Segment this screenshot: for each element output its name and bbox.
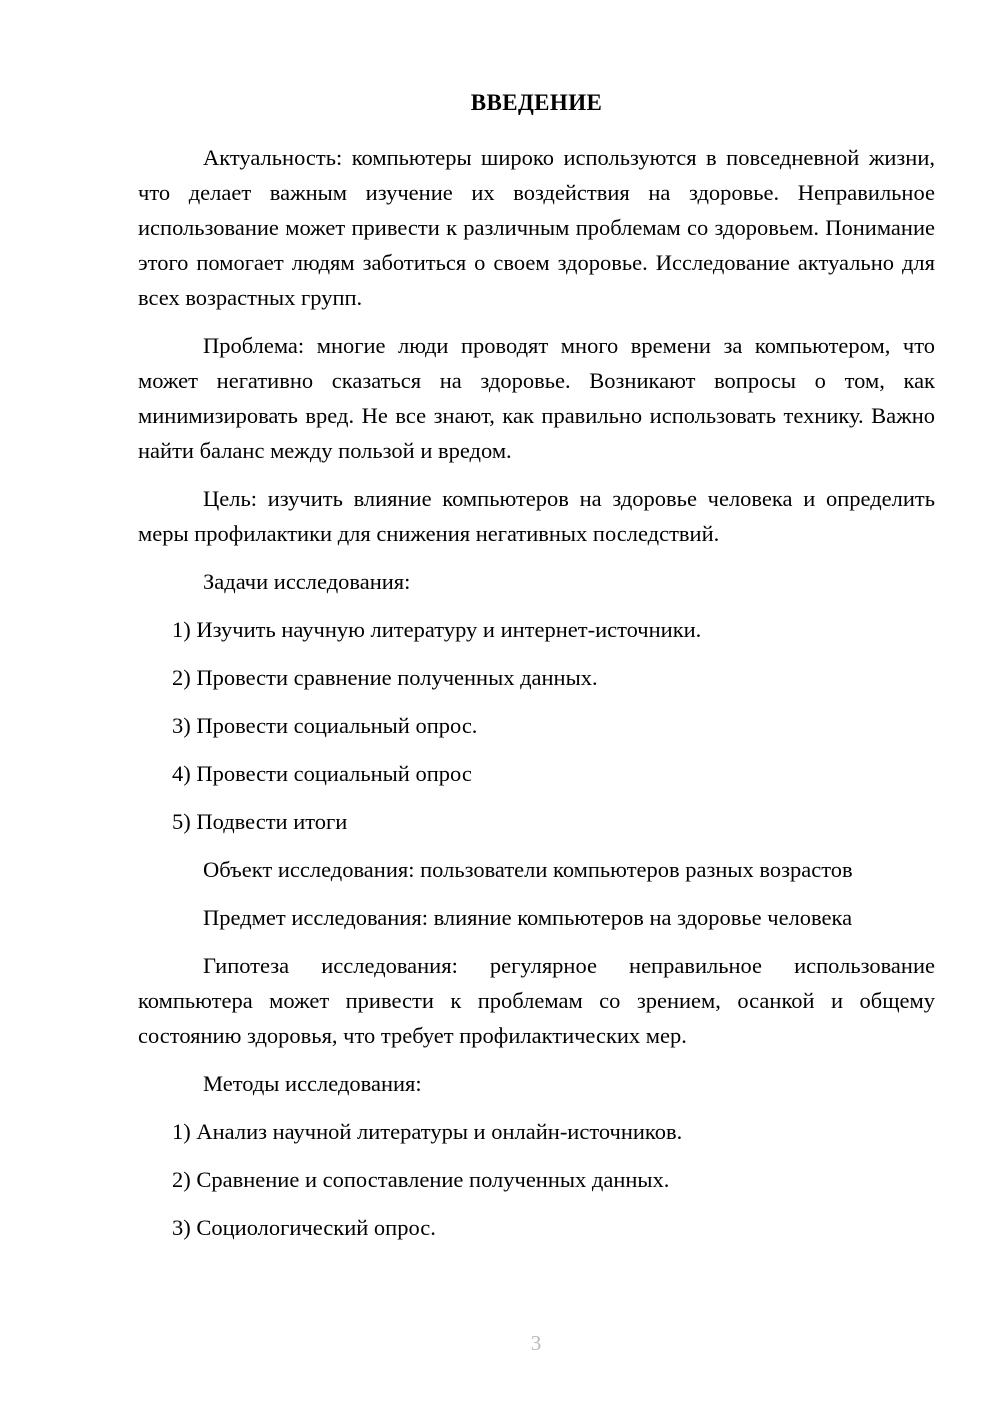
paragraph-goal: Цель: изучить влияние компьютеров на здоровье человека и определить меры профилактики для снижения негативных последствий.	[138, 486, 935, 546]
paragraph-problem: Проблема: многие люди проводят много времени за компьютером, что может негативно сказаться на здоровье. Возникают вопросы о том, как минимизировать вред. Не все знают, как правильно использовать технику. Важно найти баланс между пользой и вредом.	[138, 333, 935, 463]
list-item-label: Провести социальный опрос	[196, 761, 472, 786]
list-marker: 1)	[172, 617, 191, 642]
list-item	[172, 804, 935, 839]
list-item-label: Провести социальный опрос.	[196, 713, 478, 738]
document-body	[138, 88, 935, 1258]
list-item-label: Анализ научной литературы и онлайн-источников.	[196, 1119, 683, 1144]
list-item	[172, 708, 935, 743]
paragraph-relevance: Актуальность: компьютеры широко используются в повседневной жизни, что делает важным изучение их воздействия на здоровье. Неправильное использование может привести к различным проблемам со здоровьем. Понимание этого помогает людям заботиться о своем здоровье. Исследование актуально для всех возрастных групп.	[138, 145, 935, 310]
paragraph-object: Объект исследования: пользователи компьютеров разных возрастов	[203, 857, 853, 882]
list-marker: 1)	[172, 1119, 191, 1144]
list-item-label: Провести сравнение полученных данных.	[196, 665, 598, 690]
list-marker: 3)	[172, 1215, 191, 1240]
list-item	[172, 1162, 935, 1197]
list-marker: 3)	[172, 713, 191, 738]
tasks-list	[138, 612, 935, 839]
page-title: ВВЕДЕНИЕ	[470, 90, 603, 115]
list-item-label: Социологический опрос.	[196, 1215, 436, 1240]
list-item-label: Подвести итоги	[196, 809, 348, 834]
list-item	[172, 612, 935, 647]
list-item	[172, 756, 935, 791]
list-marker: 5)	[172, 809, 191, 834]
heading-methods: Методы исследования:	[203, 1071, 422, 1096]
list-item	[172, 1210, 935, 1245]
page-number-value: 3	[530, 1331, 542, 1355]
paragraph-subject: Предмет исследования: влияние компьютеров на здоровье человека	[203, 905, 853, 930]
list-item	[172, 1114, 935, 1149]
methods-list	[138, 1114, 935, 1245]
heading-tasks: Задачи исследования:	[203, 569, 411, 594]
list-item-label: Изучить научную литературу и интернет-источники.	[196, 617, 702, 642]
list-item	[172, 660, 935, 695]
list-item-label: Сравнение и сопоставление полученных данных.	[196, 1167, 670, 1192]
paragraph-hypothesis: Гипотеза исследования: регулярное неправильное использование компьютера может привести к проблемам со зрением, осанкой и общему состоянию здоровья, что требует профилактических мер.	[138, 953, 935, 1048]
list-marker: 4)	[172, 761, 191, 786]
page-number	[0, 1330, 1000, 1356]
list-marker: 2)	[172, 1167, 191, 1192]
list-marker: 2)	[172, 665, 191, 690]
